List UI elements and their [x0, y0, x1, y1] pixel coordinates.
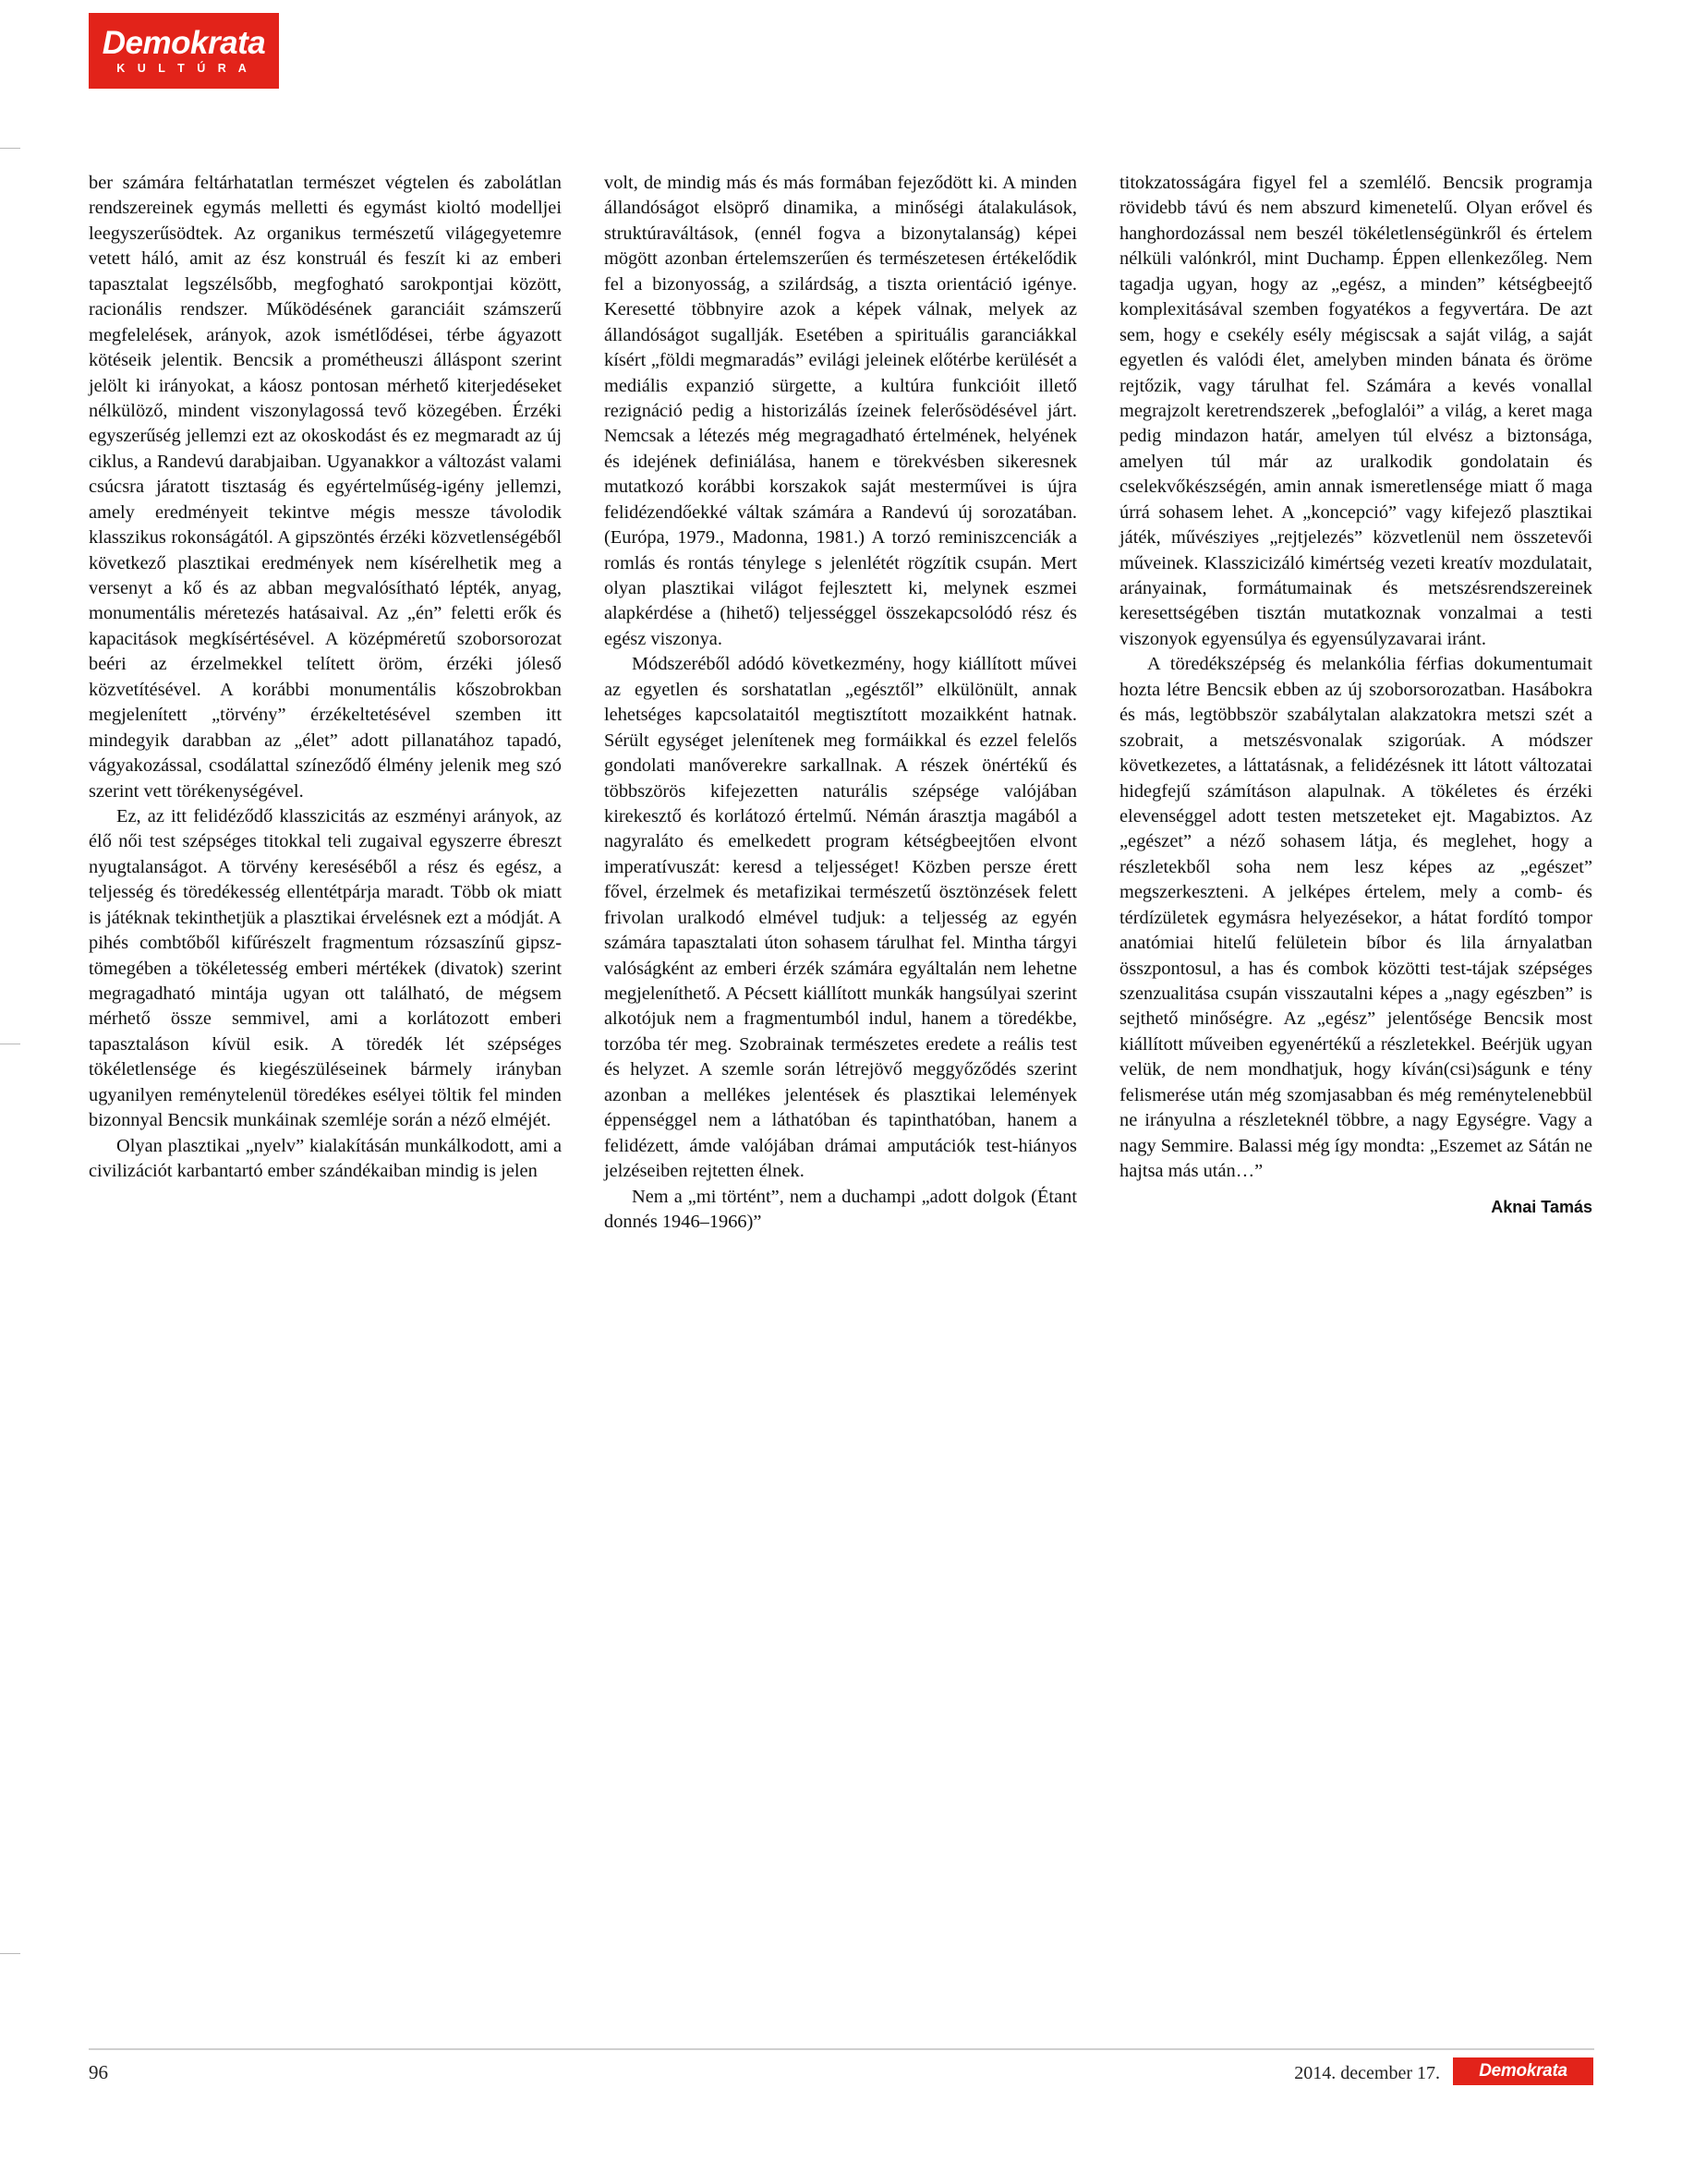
masthead-title: Demokrata	[102, 25, 266, 62]
trim-mark-bottom	[0, 1953, 20, 1954]
masthead-section-label: K U L T Ú R A	[116, 62, 251, 76]
column-2	[604, 171, 1077, 1962]
paragraph: Módszeréből adódó következmény, hogy kiállított művei az egyetlen és sorshatatlan „egésztől” elkülönült, annak lehetséges kapcsolataitól megtisztított mozaikként hatnak. Sérült egységet jelenítenek meg formáikkal és ezzel felelős gondolati manőverekre sarkallnak. A részek önértékű és többszörös kifejezetten naturális szépsége valójában kirekesztő és korlátozó értelmű. Némán árasztja magából a nagyraláto és emelkedett program kétségbeejtően elvont imperatívuszát: keresd a teljességet! Közben persze érett fővel, érzelmek és metafizikai természetű ösztönzések felett frivolan uralkodó elmével tudjuk: a teljesség az egyén számára tapasztalati úton sohasem tárulhat fel. Mintha tárgyi valóságként az emberi érzék számára egyáltalán nem lehetne megjeleníthető. A Pécsett kiállított munkák hangsúlyai szerint alkotójuk nem a fragmentumból indul, hanem a töredékbe, torzóba tér meg. Szobrainak természetes eredete a reális test és helyzet. A szemle során létrejövő meggyőződés szerint azonban a mellékes jelentések és plasztikai lelemények éppenséggel nem a láthatóban és tapinthatóban, hanem a felidézett, ámde valójában drámai amputációk test-hiányos jelzéseiben rejtetten élnek.	[604, 654, 1077, 1182]
column-1	[89, 171, 562, 1962]
paragraph: Olyan plasztikai „nyelv” kialakításán munkálkodott, ami a civilizációt karbantartó ember szándékaiban mindig is jelen	[89, 1135, 562, 1182]
paragraph: A töredékszépség és melankólia férfias dokumentumait hozta létre Bencsik ebben az új szoborsorozatban. Hasábokra és más, legtöbbször szabálytalan alakzatokra metszi szét a szobrait, a metszésvonalak szigorúak. A módszer következetes, a láttatásnak, a felidézésnek itt látott változatai hidegfejű számításon alapulnak. A tökéletes és érzéki elevenséggel adott testen metszeteket ejt. Magabiztos. Az „egészet” a néző sohasem látja, és meglehet, hogy a részletekből soha nem lesz képes az „egészet” megszerkeszteni. A jelképes értelem, mely a comb- és térdízületek egymásra helyezésekor, a hátat fordító tompor anatómiai hitelű felületein bíbor és lila árnyalatban összpontosul, a has és combok közötti test-tájak szépséges szenzualitása csupán visszautalni képes a „nagy egészben” is sejthető minőségre. Az „egész” jelentősége Bencsik most kiállított műveiben egyenértékű a részletekkel. Beérjük ugyan velük, de nem mondhatjuk, hogy kíván(csi)ságunk e tény felismerése után még szomjasabban és még reménytelenebbül ne irányulna a részleteknél többre, a nagy Egységre. Vagy a nagy Semmire. Balassi még így mondta: „Eszemet az Sátán ne hajtsa más után…”	[1119, 654, 1592, 1182]
paragraph: volt, de mindig más és más formában fejeződött ki. A minden állandóságot elsöprő dinamika, a minőségi átalakulások, struktúraváltások, (ennél fogva a bizonytalanság) képei mögött azonban értelemszerűen és természetesen értékelődik fel a bizonyosság, a szilárdság, a tiszta orientáció igénye. Keresetté többnyire azok a képek válnak, melyek az állandóságot sugallják. Esetében a spirituális garanciákkal kísért „földi megmaradás” evilági jeleinek előtérbe kerülését a mediális expanzió sürgette, a kultúra funkcióit illető rezignáció pedig a historizálás ízeinek felerősödésével járt. Nemcsak a létezés még megragadható értelmének, helyének és idejének definiálása, hanem e törekvésben sikeresnek mutatkozó korábbi korszakok saját mesterművei is újra felidézendőekké váltak számára a Randevú új sorozatában. (Európa, 1979., Madonna, 1981.) A torzó reminiszcenciák a romlás és rontás ténylege s jelenlétét rögzítik csupán. Mert olyan plasztikai világot fejlesztett ki, melynek eszmei alapkérdése a (hihető) teljességgel összekapcsolódó rész és egész viszonya.	[604, 173, 1077, 649]
article-body	[89, 171, 1594, 1962]
paragraph: ber számára feltárhatatlan természet végtelen és zabolátlan rendszereinek egymás melletti és egymást kioltó modelljei leegyszerűsödtek. Az organikus természetű világegyetemre vetett háló, amit az ész konstruál és feszít ki az emberi tapasztalat legszélsőbb, megfogható sarokpontjai között, racionális rendszer. Működésének garanciáit számszerű megfelelések, arányok, azok ismétlődései, térbe ágyazott kötéseik jelentik. Bencsik a prométheuszi álláspont szerint jelölt ki irányokat, a káosz pontosan mérhető kiterjedéseket nélkülöző, mindent viszonylagossá tevő közegében. Érzéki egyszerűség jellemzi ezt az okoskodást és ez megmaradt az új ciklus, a Randevú darabjaiban. Ugyanakkor a változást valami csúcsra járatott tisztaság és egyértelműség-igény jellemzi, amely eredményeit tekintve mégis messze távolodik klasszikus rokonságától. A gipszöntés érzéki közvetlenségéből következő plasztikai eredmények nem kísérelhetik meg a versenyt a kő és az abban megvalósítható lépték, anyag, monumentális méretezés hatásaival. Az „én” feletti erők és kapacitások megkísértésével. A középméretű szoborsorozat beéri az érzelmekkel telített öröm, érzéki jóleső közvetítésével. A korábbi monumentális kőszobrokban megjelenített „törvény” érzékeltetésével szemben itt mindegyik darabban az „élet” adott pillanatához tapadó, vágyakozással, csodálattal színeződő élmény jelenik meg szó szerint vett törékenységével.	[89, 173, 562, 802]
column-3	[1119, 171, 1592, 1962]
trim-mark-top	[0, 148, 20, 149]
paragraph: Nem a „mi történt”, nem a duchampi „adott dolgok (Étant donnés 1946–1966)”	[604, 1186, 1077, 1232]
paragraph: Ez, az itt felidéződő klasszicitás az eszményi arányok, az élő női test szépséges titokkal teli zugaival egyszerre ébreszt nyugtalanságot. A törvény kereséséből a rész és egész, a teljesség és töredékesség ellentétpárja maradt. Több ok miatt is játéknak tekinthetjük a plasztikai érvelésnek ezt a módját. A pihés combtőből kifűrészelt fragmentum rózsaszínű gipsz-tömegében a tökéletesség emberi mértékek (divatok) szerint megragadható mintája ugyan ott található, de mégsem mérhető össze semmivel, ami a korlátozott emberi tapasztaláson kívül esik. A töredék lét szépséges tökéletlensége és kiegészüléseinek bármely irányban ugyanilyen reménytelenül töredékes esélyei töltik fel minden bizonnyal Bencsik munkáinak szemléje során a néző elméjét.	[89, 805, 562, 1131]
footer-divider	[89, 2048, 1594, 2050]
author-byline: Aknai Tamás	[1491, 1197, 1592, 1216]
footer-logo: Demokrata	[1453, 2057, 1593, 2085]
masthead-logo	[89, 13, 279, 89]
page-number: 96	[89, 2061, 108, 2083]
issue-date: 2014. december 17.	[1294, 2063, 1440, 2083]
paragraph: titokzatosságára figyel fel a szemlélő. Bencsik programja rövidebb távú és nem abszurd kimenetelű. Olyan erővel és hanghordozással nem beszél tökéletlenségünkről és értelem nélküli valónkról, mint Duchamp. Éppen ellenkezőleg. Nem tagadja ugyan, hogy az „egész, a minden” kétségbeejtő komplexitásával szemben fogyatékos a fegyvertára. De azt sem, hogy e csekély esély mégiscsak a saját világ, a saját egyetlen és valódi élet, amelyben minden bánata és öröme rejtőzik, vagy tárulhat fel. Számára a kevés vonallal megrajzolt keretrendszerek „befoglalói” a világ, a keret maga pedig mindazon határ, amelyen túl elvész a biztonsága, amelyen túl már az uralkodik gondolatain és cselekvőkészségén, amin annak ismeretlensége miatt ő maga úrrá sohasem lehet. A „koncepció” vagy kifejező plasztikai játék, művésziyes „rejtjelezés” közvetlenül nem összetevői műveinek. Klasszicizáló kimértség vezeti kreatív mozdulatait, arányainak, formátumainak és metszésrendszereinek keresettségében tisztán mutatkoznak vonzalmai a testi viszonyok egyensúlya és egyensúlyzavarai iránt.	[1119, 173, 1592, 649]
